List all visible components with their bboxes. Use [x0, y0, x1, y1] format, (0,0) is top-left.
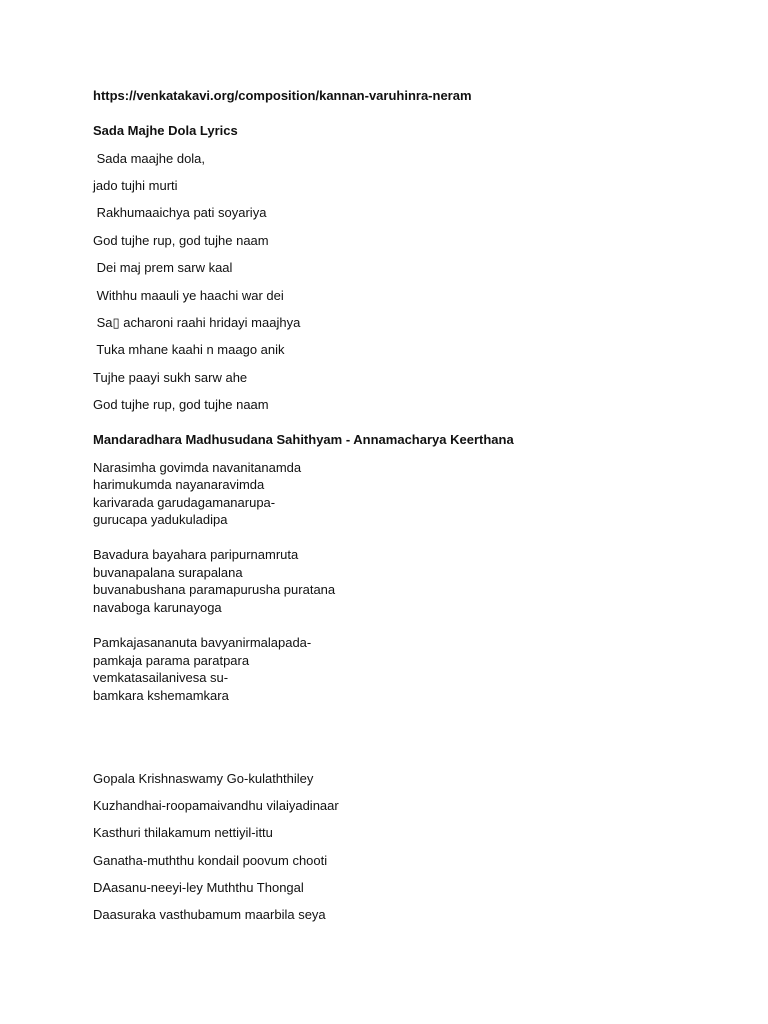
song3-line: Gopala Krishnaswamy Go-kulaththiley [93, 771, 314, 786]
song2-line: karivarada garudagamanarupa- [93, 495, 276, 510]
song1-line: God tujhe rup, god tujhe naam [93, 397, 269, 412]
song2-line: harimukumda nayanaravimda [93, 477, 265, 492]
song2-line: buvanapalana surapalana [93, 565, 243, 580]
song2-line: pamkaja parama paratpara [93, 653, 250, 668]
song2-line: vemkatasailanivesa su- [93, 670, 229, 685]
song2-line: Narasimha govimda navanitanamda [93, 460, 302, 475]
song2-line: Pamkajasananuta bavyanirmalapada- [93, 635, 312, 650]
song2-line: buvanabushana paramapurusha puratana [93, 582, 336, 597]
song1-line: Dei maj prem sarw kaal [93, 260, 233, 275]
song2-line: gurucapa yadukuladipa [93, 512, 228, 527]
song1-line: Sada maajhe dola, [93, 151, 206, 166]
song3-line: DAasanu-neeyi-ley Muththu Thongal [93, 880, 304, 895]
song1-line: Tuka mhane kaahi n maago anik [93, 342, 285, 357]
song2-line: bamkara kshemamkara [93, 688, 229, 703]
source-url: https://venkatakavi.org/composition/kannan-varuhinra-neram [93, 88, 472, 103]
song1-line: Withhu maauli ye haachi war dei [93, 288, 284, 303]
song1-line: Sa▯ acharoni raahi hridayi maajhya [93, 315, 301, 330]
song1-line: God tujhe rup, god tujhe naam [93, 233, 269, 248]
song3-line: Daasuraka vasthubamum maarbila seya [93, 907, 326, 922]
song3-line: Kuzhandhai-roopamaivandhu vilaiyadinaar [93, 798, 339, 813]
song3-line: Kasthuri thilakamum nettiyil-ittu [93, 825, 273, 840]
song3-line: Ganatha-muththu kondail poovum chooti [93, 853, 328, 868]
song1-line: jado tujhi murti [93, 178, 178, 193]
song1-title: Sada Majhe Dola Lyrics [93, 123, 238, 138]
song2-title: Mandaradhara Madhusudana Sahithyam - Annamacharya Keerthana [93, 432, 514, 447]
song2-line: navaboga karunayoga [93, 600, 222, 615]
song1-line: Tujhe paayi sukh sarw ahe [93, 370, 248, 385]
song1-line: Rakhumaaichya pati soyariya [93, 205, 267, 220]
song2-line: Bavadura bayahara paripurnamruta [93, 547, 299, 562]
